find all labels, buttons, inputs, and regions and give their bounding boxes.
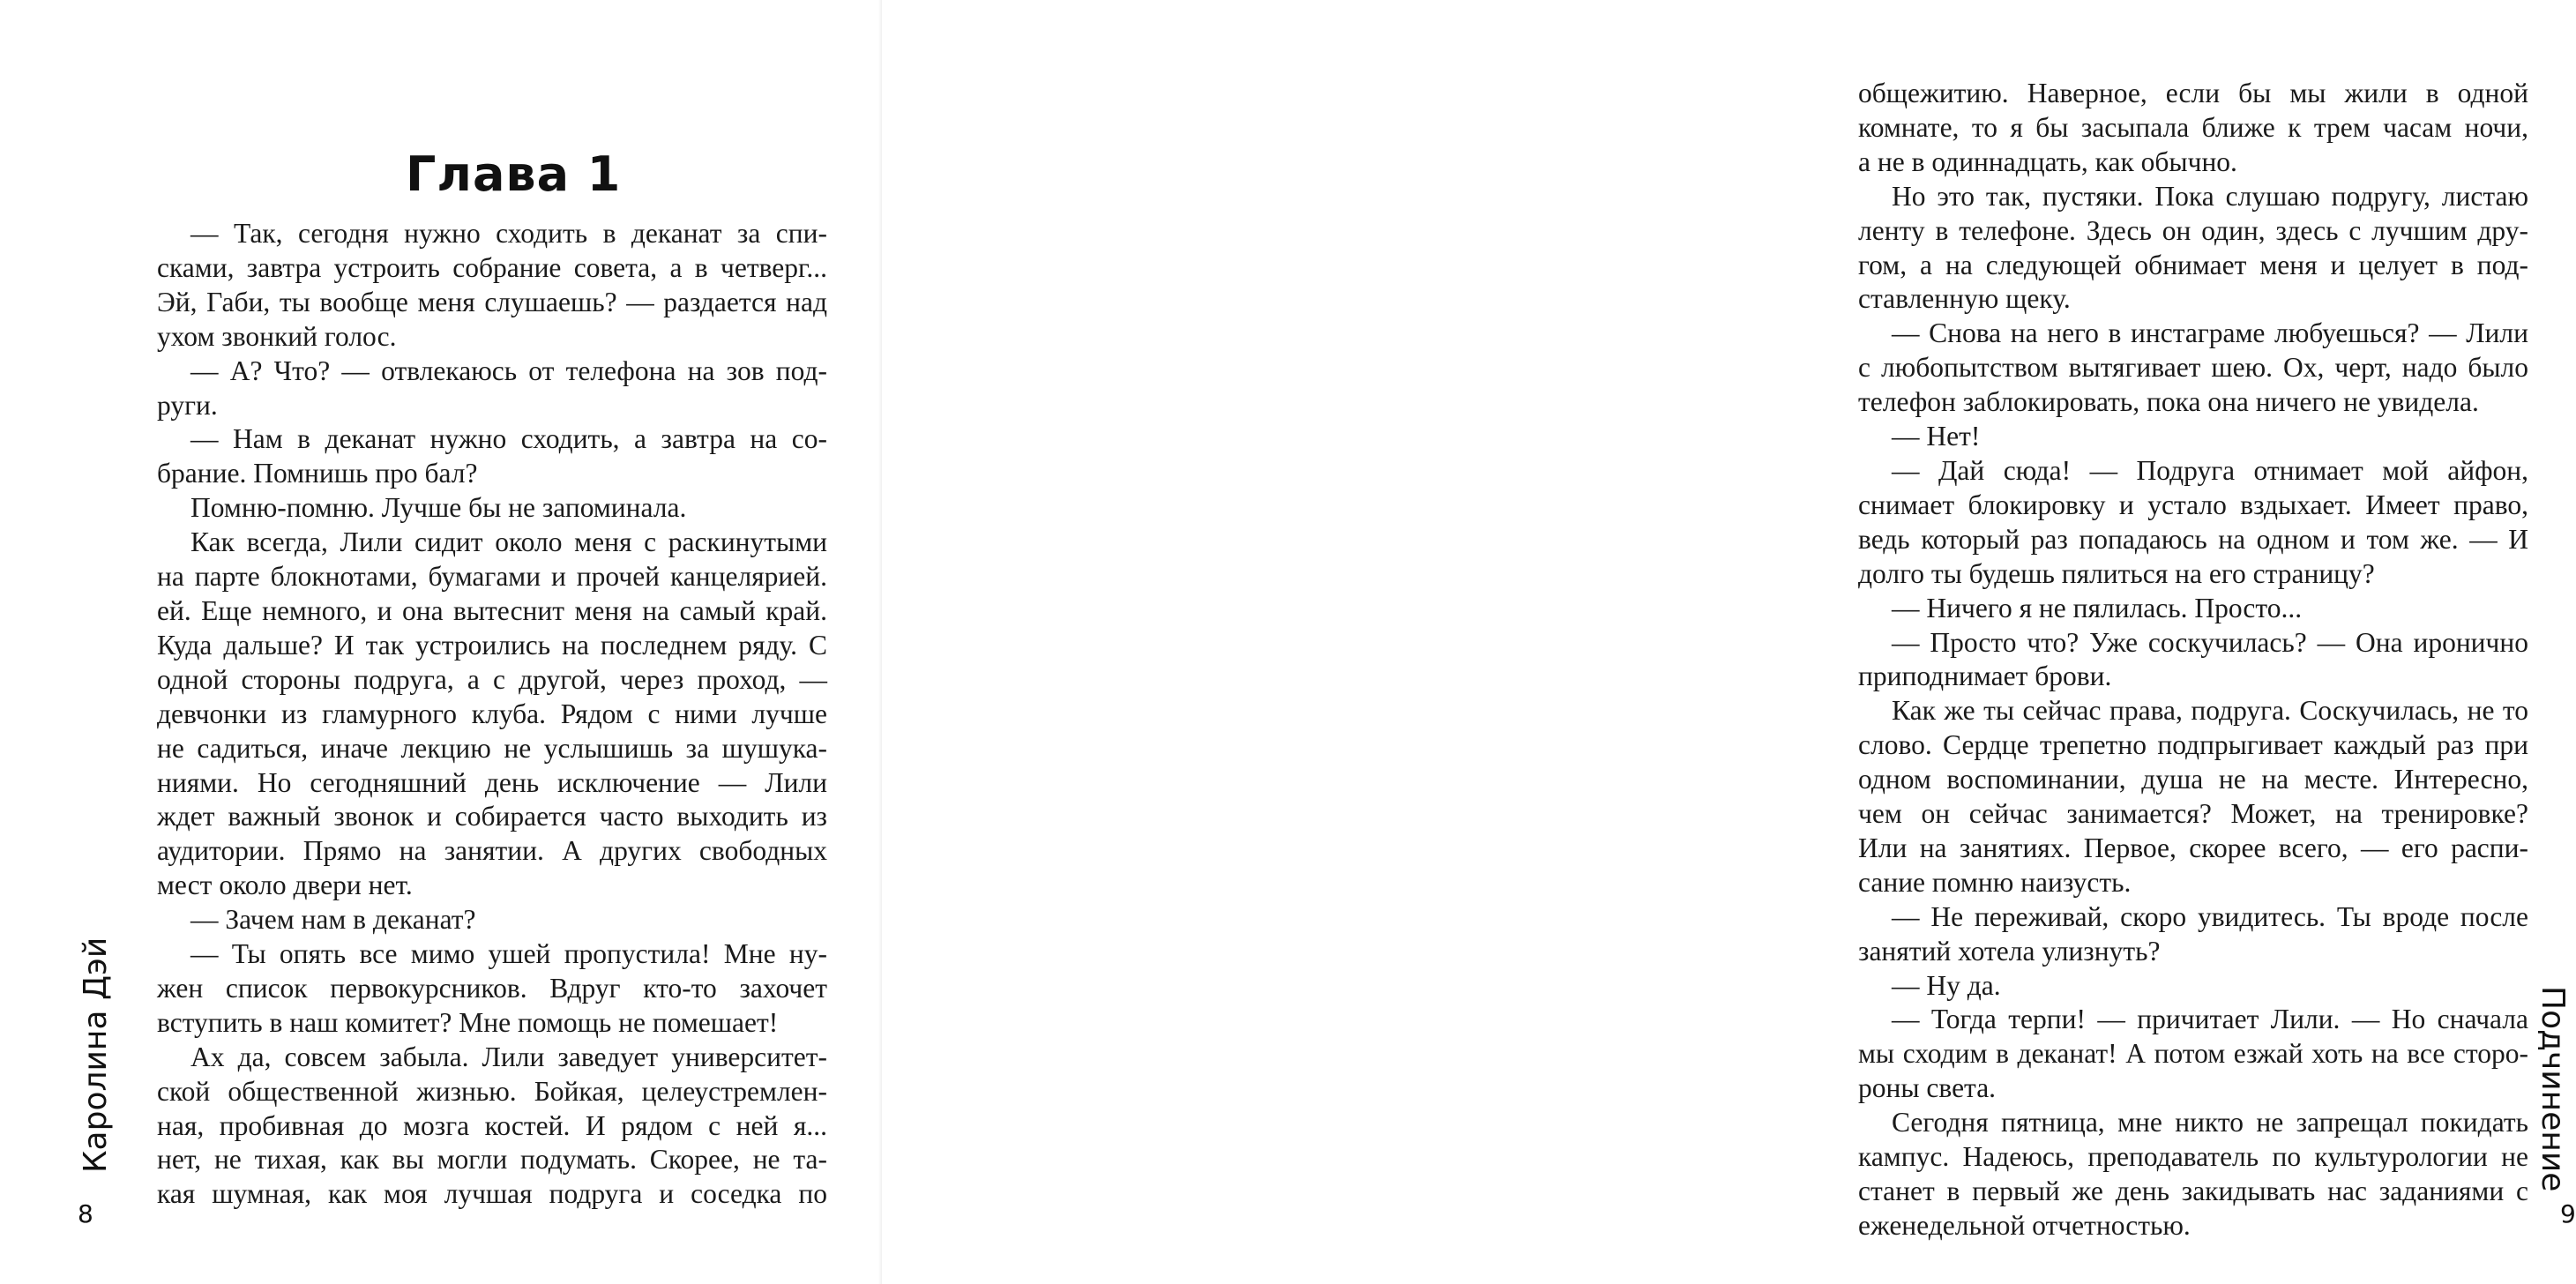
text-line: — Ну да.: [1892, 969, 2001, 1001]
text-line: — Зачем нам в деканат?: [190, 904, 476, 936]
text-line: Как же ты сейчас права, подруга. Соскучилась, не то: [1892, 695, 2528, 727]
text-line: на парте блокнотами, бумагами и прочей канцелярией.: [157, 561, 827, 593]
text-line: — Ты опять все мимо ушей пропустила! Мне ну-: [190, 938, 827, 970]
text-line: еженедельной отчетностью.: [1858, 1209, 2191, 1241]
running-head-book-title: Подчинение: [2535, 986, 2571, 1192]
text-line: ухом звонкий голос.: [157, 320, 397, 352]
left-page-text: [157, 217, 827, 1212]
text-line: снимает блокировку и устало вздыхает. Имеет право,: [1858, 489, 2528, 520]
text-line: мест около двери нет.: [157, 870, 413, 901]
text-line: девчонки из гламурного клуба. Рядом с ними лучше: [157, 698, 827, 729]
text-line: вступить в наш комитет? Мне помощь не помешает!: [157, 1006, 779, 1038]
text-line: Как всегда, Лили сидит около меня с раскинутыми: [190, 526, 827, 558]
running-head-author: Каролина Дэй: [78, 937, 114, 1173]
text-line: нет, не тихая, как вы могли подумать. Скорее, не та-: [157, 1144, 827, 1176]
text-line: брание. Помнишь про бал?: [157, 458, 478, 489]
text-line: не садиться, иначе лекцию не услышишь за шушука-: [157, 732, 827, 764]
text-line: — Так, сегодня нужно сходить в деканат за спи-: [190, 218, 827, 249]
text-line: ниями. Но сегодняшний день исключение — Лили: [157, 766, 827, 798]
text-line: — Ничего я не пялилась. Просто...: [1892, 592, 2303, 623]
right-page-text: [1858, 77, 2528, 1243]
right-page: [882, 0, 2576, 1284]
text-line: Эй, Габи, ты вообще меня слушаешь? — раздается над: [157, 286, 827, 317]
text-line: одной стороны подруга, а с другой, через проход, —: [157, 663, 827, 695]
text-line: ведь который раз попадаюсь на одном и том же. — И: [1858, 523, 2528, 555]
text-line: кампус. Надеюсь, преподаватель по культурологии не: [1858, 1141, 2528, 1173]
text-line: Или на занятиях. Первое, скорее всего, — его распи-: [1858, 832, 2528, 863]
left-page: [0, 0, 882, 1284]
page-number-right: 9: [2560, 1199, 2576, 1228]
text-line: ная, пробивная до мозга костей. И рядом с ней я...: [157, 1109, 827, 1141]
text-line: — Нам в деканат нужно сходить, а завтра на со-: [190, 423, 827, 455]
text-line: — Нет!: [1892, 421, 1981, 452]
text-line: мы сходим в деканат! А потом езжай хоть на все сторо-: [1858, 1038, 2528, 1070]
page-number-left: 8: [78, 1199, 93, 1228]
text-line: — Тогда терпи! — причитает Лили. — Но сначала: [1892, 1004, 2528, 1035]
text-line: Помню-помню. Лучше бы не запоминала.: [190, 492, 687, 524]
text-line: телефон заблокировать, пока она ничего не увидела.: [1858, 386, 2479, 418]
text-line: долго ты будешь пялиться на его страницу?: [1858, 557, 2375, 589]
text-line: сание помню наизусть.: [1858, 866, 2132, 898]
text-line: руги.: [157, 389, 218, 421]
text-line: слово. Сердце трепетно подпрыгивает каждый раз при: [1858, 729, 2528, 761]
text-line: Сегодня пятница, мне никто не запрещал покидать: [1892, 1107, 2528, 1138]
text-line: ленту в телефоне. Здесь он один, здесь с лучшим дру-: [1858, 214, 2528, 246]
text-line: — Не переживай, скоро увидитесь. Ты вроде после: [1892, 900, 2528, 932]
text-line: — Снова на него в инстаграме любуешься? — Лили: [1892, 317, 2528, 349]
text-line: Ах да, совсем забыла. Лили заведует университет-: [190, 1041, 827, 1072]
text-line: приподнимает брови.: [1858, 661, 2112, 692]
text-line: с любопытством вытягивает шею. Ох, черт, надо было: [1858, 352, 2528, 384]
text-line: жен список первокурсников. Вдруг кто-то захочет: [157, 972, 827, 1004]
text-line: ской общественной жизнью. Бойкая, целеустремлен-: [157, 1075, 827, 1107]
chapter-title: Глава 1: [406, 146, 622, 202]
text-line: комнате, то я бы засыпала ближе к трем часам ночи,: [1858, 111, 2528, 143]
text-line: ей. Еще немного, и она вытеснит меня на самый край.: [157, 594, 827, 626]
text-line: роны света.: [1858, 1072, 1997, 1104]
text-line: а не в одиннадцать, как обычно.: [1858, 146, 2237, 177]
text-line: чем он сейчас занимается? Может, на тренировке?: [1858, 798, 2528, 830]
text-line: станет в первый же день закидывать нас заданиями с: [1858, 1176, 2528, 1206]
text-line: сками, завтра устроить собрание совета, а в четверг...: [157, 251, 827, 283]
text-line: — А? Что? — отвлекаюсь от телефона на зов под-: [190, 355, 827, 386]
text-line: Но это так, пустяки. Пока слушаю подругу, листаю: [1892, 180, 2528, 212]
text-line: гом, а на следующей обнимает меня и целует в под-: [1858, 249, 2528, 280]
text-line: Куда дальше? И так устроились на последнем ряду. С: [157, 629, 827, 661]
text-line: общежитию. Наверное, если бы мы жили в одной: [1858, 78, 2528, 108]
text-line: ставленную щеку.: [1858, 283, 2071, 315]
text-line: занятий хотела улизнуть?: [1858, 935, 2161, 967]
text-line: одном воспоминании, душа не на месте. Интересно,: [1858, 764, 2528, 795]
text-line: — Просто что? Уже соскучилась? — Она иронично: [1892, 626, 2528, 658]
text-line: — Дай сюда! — Подруга отнимает мой айфон,: [1892, 454, 2528, 486]
text-line: ждет важный звонок и собирается часто выходить из: [157, 801, 827, 832]
text-line: аудитории. Прямо на занятии. А других свободных: [157, 835, 827, 867]
text-line: кая шумная, как моя лучшая подруга и соседка по: [157, 1178, 827, 1210]
